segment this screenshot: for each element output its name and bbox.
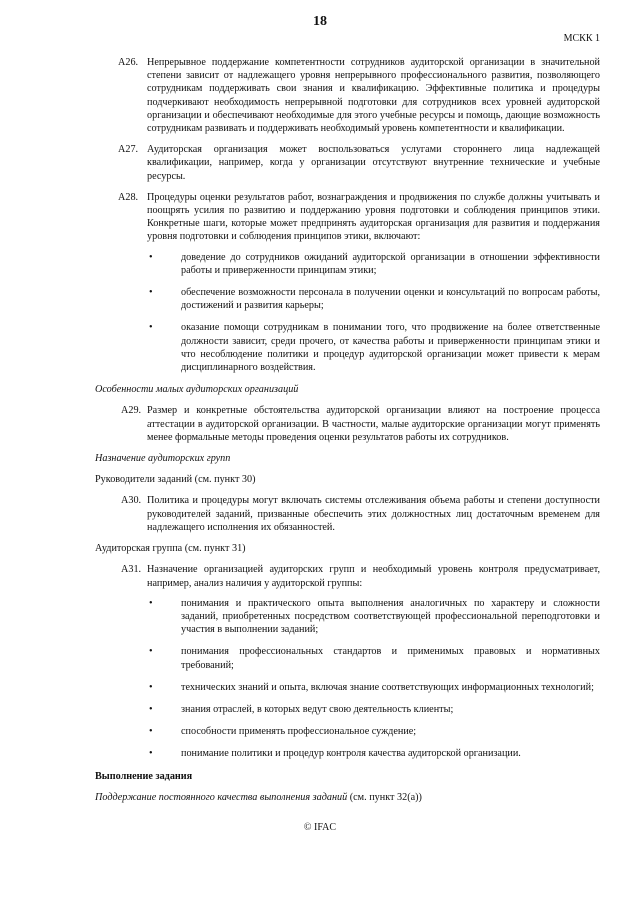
- paragraph-number: A30.: [121, 495, 142, 507]
- document-code: МСКК 1: [563, 33, 600, 44]
- list-item: • понимания и практического опыта выполнения аналогичных по характеру и сложности заданий, приобретенных посредством соответствующей профессиональной переподготовки и участия в выполнении заданий;: [149, 597, 600, 636]
- list-item: • оказание помощи сотрудникам в понимании того, что продвижение на более ответственные должности зависит, среди прочего, от качества работы и приверженности принципам этики и что несоблюдение политики и процедур аудиторской организации может привести к мерам дисциплинарного воздействия.: [149, 322, 600, 374]
- bullet-icon: •: [149, 597, 153, 609]
- paragraph-a27: [95, 143, 600, 183]
- bullet-icon: •: [149, 681, 153, 693]
- bullet-list: [147, 251, 600, 375]
- paragraph-number: A28.: [118, 191, 139, 203]
- paragraph-a29: [95, 404, 600, 444]
- subheading-audit-team: Аудиторская группа (см. пункт 31): [95, 543, 246, 555]
- bullet-icon: •: [149, 251, 153, 263]
- list-item: • способности применять профессиональное суждение;: [149, 726, 417, 738]
- paragraph-text: Размер и конкретные обстоятельства аудиторской организации влияют на построение процесса аттестации в аудиторской организации. В частности, малые аудиторские организации могут применять менее формальные методы проведения оценки результатов работы их сотрудников.: [147, 405, 600, 443]
- paragraph-text: Процедуры оценки результатов работ, вознаграждения и продвижения по службе должны учитывать и поощрять усилия по развитию и поддержанию уровня подготовки и соблюдения принципов этики. Конкретные шаги, которые может предпринять аудиторская организация для развития и поддержания уровня подготовки и соблюдения принципов этики, включают:: [147, 191, 600, 243]
- section-heading-small-firms: Особенности малых аудиторских организаций: [95, 384, 299, 396]
- bullet-list: [147, 597, 600, 761]
- paragraph-number: A26.: [118, 57, 139, 68]
- list-item: • понимание политики и процедур контроля качества аудиторской организации.: [149, 748, 521, 760]
- paragraph-number: A27.: [118, 144, 139, 156]
- bullet-icon: •: [149, 703, 153, 715]
- page-number: 18: [313, 14, 327, 29]
- paragraph-text: Назначение организацией аудиторских групп и необходимый уровень контроля предусматривает, например, анализ наличия у аудиторской группы:: [147, 564, 600, 589]
- paragraph-a31: [95, 563, 600, 760]
- bullet-icon: •: [149, 287, 153, 299]
- subheading-italic-part: Поддержание постоянного качества выполнения заданий: [95, 791, 348, 803]
- list-item: • обеспечение возможности персонала в получении оценки и консультаций по вопросам работы, достижений и развития карьеры;: [149, 287, 600, 312]
- footer-copyright: © IFAC: [303, 822, 337, 833]
- document-body: [95, 56, 600, 812]
- paragraph-text: Аудиторская организация может воспользоваться услугами стороннего лица надлежащей квалификации, например, когда у организации отсутствуют внутренние технические и учебные ресурсы.: [147, 144, 600, 182]
- paragraph-a30: [95, 494, 600, 534]
- subheading-consistent-quality: [95, 791, 600, 804]
- list-item: • технических знаний и опыта, включая знание соответствующих информационных технологий;: [149, 681, 594, 693]
- bullet-icon: •: [149, 322, 153, 334]
- bullet-icon: •: [149, 748, 153, 760]
- paragraph-text: Непрерывное поддержание компетентности сотрудников аудиторской организации в значительной степени зависит от надлежащего уровня непрерывного профессионального развития, позволяющего сотрудникам поддерживать свои знания и квалификацию. Эффективные политика и процедуры подчеркивают необходимость непрерывной подготовки для сотрудников всех уровней аудиторской организации и обеспечивают необходимые для этого учебные ресурсы и помощь, дающие возможность сотрудникам развивать и поддерживать необходимый уровень компетентности и квалификации.: [147, 57, 600, 135]
- bullet-icon: •: [149, 726, 153, 738]
- bullet-icon: •: [149, 646, 153, 658]
- paragraph-text: Политика и процедуры могут включать системы отслеживания объема работы и степени доступности руководителей заданий, призванные обеспечить этих должностных лиц достаточным временем для надлежащего исполнения их обязанностей.: [147, 495, 600, 533]
- section-heading-engagement-performance: Выполнение задания: [95, 770, 193, 782]
- list-item: • доведение до сотрудников ожиданий аудиторской организации в отношении эффективности работы и приверженности принципам этики;: [149, 251, 600, 276]
- subheading-reference: (см. пункт 32(a)): [347, 791, 422, 803]
- paragraph-number: A31.: [121, 564, 142, 576]
- paragraph-number: A29.: [121, 405, 142, 417]
- list-item: • понимания профессиональных стандартов и применимых правовых и нормативных требований;: [149, 646, 600, 671]
- paragraph-a28: [95, 191, 600, 374]
- list-item: • знания отраслей, в которых ведут свою деятельность клиенты;: [149, 703, 454, 715]
- paragraph-a26: [95, 56, 600, 135]
- subheading-engagement-leaders: Руководители заданий (см. пункт 30): [95, 474, 256, 486]
- section-heading-team-assignment: Назначение аудиторских групп: [95, 453, 231, 465]
